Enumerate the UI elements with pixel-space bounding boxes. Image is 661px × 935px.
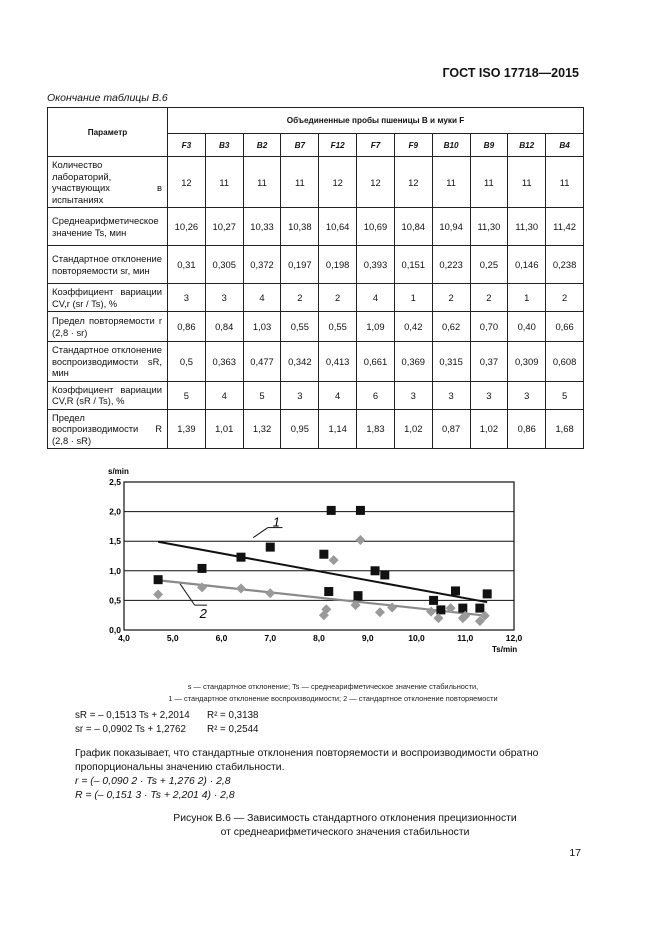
value-cell: 0,151 xyxy=(394,246,432,284)
legend-line-2: 1 — стандартное отклонение воспроизводимости; 2 — стандартное отклонение повторяемости xyxy=(168,694,498,703)
value-cell: 3 xyxy=(432,381,470,409)
data-point-reproducibility xyxy=(237,553,246,562)
value-cell: 0,477 xyxy=(243,342,281,382)
value-cell: 11,42 xyxy=(546,208,584,246)
x-tick-label: 6,0 xyxy=(215,633,228,643)
equation-sr: sr = – 0,0902 Ts + 1,2762 xyxy=(75,724,186,735)
value-cell: 0,95 xyxy=(281,409,319,449)
y-tick-label: 1,0 xyxy=(109,565,121,576)
column-header: B7 xyxy=(281,134,319,157)
value-cell: 0,25 xyxy=(470,246,508,284)
y-tick-label: 0,0 xyxy=(109,625,121,635)
data-point-reproducibility xyxy=(429,596,438,605)
value-cell: 1,39 xyxy=(168,409,206,449)
table-row xyxy=(48,208,584,246)
value-cell: 5 xyxy=(243,381,281,409)
table-row xyxy=(48,284,584,312)
table-body xyxy=(48,157,584,449)
value-cell: 11,30 xyxy=(470,208,508,246)
data-point-reproducibility xyxy=(451,586,460,595)
table-row xyxy=(48,246,584,284)
value-cell: 0,5 xyxy=(168,342,206,382)
value-cell: 11 xyxy=(205,157,243,208)
value-cell: 6 xyxy=(357,381,395,409)
precision-table xyxy=(47,107,584,449)
value-cell: 0,55 xyxy=(281,312,319,342)
data-point-reproducibility xyxy=(436,605,445,614)
value-cell: 0,146 xyxy=(508,246,546,284)
value-cell: 1,03 xyxy=(243,312,281,342)
value-cell: 0,55 xyxy=(319,312,357,342)
value-cell: 0,309 xyxy=(508,342,546,382)
group-header: Объединенные пробы пшеницы B и муки F xyxy=(168,108,584,134)
param-header: Параметр xyxy=(48,108,168,157)
value-cell: 10,33 xyxy=(243,208,281,246)
value-cell: 0,372 xyxy=(243,246,281,284)
data-point-reproducibility xyxy=(266,543,275,552)
value-cell: 0,84 xyxy=(205,312,243,342)
y-tick-label: 1,5 xyxy=(109,536,121,547)
R-formula: R = (– 0,151 3 · Ts + 2,201 4) · 2,8 xyxy=(75,790,235,801)
value-cell: 1,83 xyxy=(357,409,395,449)
equation-sR-r2: R² = 0,3138 xyxy=(207,710,259,721)
data-point-reproducibility xyxy=(371,566,380,575)
value-cell: 11,30 xyxy=(508,208,546,246)
value-cell: 1,32 xyxy=(243,409,281,449)
value-cell: 11 xyxy=(243,157,281,208)
value-cell: 12 xyxy=(319,157,357,208)
value-cell: 0,37 xyxy=(470,342,508,382)
page-number: 17 xyxy=(569,847,581,859)
value-cell: 0,238 xyxy=(546,246,584,284)
table-row xyxy=(48,312,584,342)
value-cell: 2 xyxy=(470,284,508,312)
column-header: F3 xyxy=(168,134,206,157)
equation-sr-r2: R² = 0,2544 xyxy=(207,724,259,735)
value-cell: 4 xyxy=(205,381,243,409)
value-cell: 10,26 xyxy=(168,208,206,246)
data-point-reproducibility xyxy=(380,570,389,579)
table-row xyxy=(48,381,584,409)
value-cell: 2 xyxy=(546,284,584,312)
body-text xyxy=(75,747,585,803)
value-cell: 0,608 xyxy=(546,342,584,382)
value-cell: 0,661 xyxy=(357,342,395,382)
value-cell: 0,66 xyxy=(546,312,584,342)
value-cell: 10,38 xyxy=(281,208,319,246)
column-header: B9 xyxy=(470,134,508,157)
param-cell: Предел воспроизводимости R (2,8 · sR) xyxy=(48,409,168,449)
value-cell: 1,02 xyxy=(470,409,508,449)
value-cell: 1,02 xyxy=(394,409,432,449)
data-point-reproducibility xyxy=(356,506,365,515)
value-cell: 11 xyxy=(470,157,508,208)
value-cell: 1,09 xyxy=(357,312,395,342)
equation-sR: sR = – 0,1513 Ts + 2,2014 xyxy=(75,710,190,721)
callout-label-1: 1 xyxy=(272,514,280,530)
value-cell: 10,84 xyxy=(394,208,432,246)
x-tick-label: 8,0 xyxy=(313,633,325,643)
value-cell: 0,40 xyxy=(508,312,546,342)
value-cell: 2 xyxy=(319,284,357,312)
x-tick-label: 12,0 xyxy=(505,633,523,643)
value-cell: 0,223 xyxy=(432,246,470,284)
x-tick-label: 10,0 xyxy=(408,633,425,643)
data-point-reproducibility xyxy=(458,604,467,613)
value-cell: 10,94 xyxy=(432,208,470,246)
value-cell: 10,27 xyxy=(205,208,243,246)
value-cell: 0,31 xyxy=(168,246,206,284)
param-cell: Стандартное отклонение воспроизводимости sR, мин xyxy=(48,342,168,382)
data-point-reproducibility xyxy=(154,575,163,584)
value-cell: 0,363 xyxy=(205,342,243,382)
value-cell: 2 xyxy=(281,284,319,312)
table-row xyxy=(48,157,584,208)
value-cell: 3 xyxy=(205,284,243,312)
column-header: B12 xyxy=(508,134,546,157)
column-header: B3 xyxy=(205,134,243,157)
value-cell: 0,70 xyxy=(470,312,508,342)
value-cell: 12 xyxy=(394,157,432,208)
r-formula: r = (– 0,090 2 · Ts + 1,276 2) · 2,8 xyxy=(75,776,231,787)
data-point-reproducibility xyxy=(354,591,363,600)
standard-header: ГОСТ ISO 17718—2015 xyxy=(442,66,579,80)
param-cell: Предел повторяемости r (2,8 · sr) xyxy=(48,312,168,342)
column-header: B4 xyxy=(546,134,584,157)
value-cell: 10,69 xyxy=(357,208,395,246)
value-cell: 11 xyxy=(546,157,584,208)
value-cell: 11 xyxy=(508,157,546,208)
column-header: F9 xyxy=(394,134,432,157)
value-cell: 3 xyxy=(281,381,319,409)
value-cell: 12 xyxy=(357,157,395,208)
table-row xyxy=(48,409,584,449)
figure-caption xyxy=(145,812,545,840)
plot-area xyxy=(108,467,523,654)
chart-legend xyxy=(118,681,548,705)
y-tick-label: 0,5 xyxy=(109,595,121,606)
table-row xyxy=(48,342,584,382)
value-cell: 4 xyxy=(319,381,357,409)
x-tick-label: 4,0 xyxy=(118,633,130,643)
x-tick-label: 5,0 xyxy=(166,633,179,643)
data-point-reproducibility xyxy=(483,589,492,598)
value-cell: 11 xyxy=(281,157,319,208)
column-header: F7 xyxy=(357,134,395,157)
param-cell: Коэффициент вариации CV,R (sR / Ts), % xyxy=(48,381,168,409)
data-point-reproducibility xyxy=(198,564,207,573)
value-cell: 1,01 xyxy=(205,409,243,449)
value-cell: 12 xyxy=(168,157,206,208)
legend-line-1: s — стандартное отклонение; Ts — среднеарифметическое значение стабильности, xyxy=(187,682,479,691)
precision-chart xyxy=(96,462,536,677)
value-cell: 0,197 xyxy=(281,246,319,284)
data-point-reproducibility xyxy=(324,587,333,596)
value-cell: 3 xyxy=(394,381,432,409)
value-cell: 0,342 xyxy=(281,342,319,382)
data-point-reproducibility xyxy=(327,506,336,515)
column-header: B10 xyxy=(432,134,470,157)
value-cell: 3 xyxy=(508,381,546,409)
value-cell: 0,413 xyxy=(319,342,357,382)
column-header: B2 xyxy=(243,134,281,157)
y-tick-label: 2,0 xyxy=(109,506,121,517)
value-cell: 1,14 xyxy=(319,409,357,449)
data-point-reproducibility xyxy=(319,550,328,559)
figure-caption-line-2: от среднеарифметического значения стабильности xyxy=(220,827,470,838)
x-axis-label: Ts/min xyxy=(492,645,518,654)
x-tick-label: 11,0 xyxy=(457,633,474,643)
value-cell: 5 xyxy=(168,381,206,409)
value-cell: 0,62 xyxy=(432,312,470,342)
value-cell: 0,42 xyxy=(394,312,432,342)
value-cell: 0,86 xyxy=(508,409,546,449)
callout-label-2: 2 xyxy=(199,606,207,622)
value-cell: 1,68 xyxy=(546,409,584,449)
param-cell: Стандартное отклонение повторяемости sr, мин xyxy=(48,246,168,284)
value-cell: 3 xyxy=(470,381,508,409)
x-tick-label: 9,0 xyxy=(361,633,374,643)
y-axis-label: s/min xyxy=(108,467,129,476)
value-cell: 4 xyxy=(357,284,395,312)
value-cell: 0,87 xyxy=(432,409,470,449)
value-cell: 1 xyxy=(394,284,432,312)
figure-caption-line-1: Рисунок В.6 — Зависимость стандартного отклонения прецизионности xyxy=(173,813,517,824)
column-header: F12 xyxy=(319,134,357,157)
param-cell: Коэффициент вариации CV,r (sr / Ts), % xyxy=(48,284,168,312)
param-cell: Среднеарифметическое значение Ts, мин xyxy=(48,208,168,246)
value-cell: 0,393 xyxy=(357,246,395,284)
value-cell: 4 xyxy=(243,284,281,312)
param-cell: Количество лабораторий, участвующих в испытаниях xyxy=(48,157,168,208)
paragraph: График показывает, что стандартные отклонения повторяемости и воспроизводимости обратно пропорциональны значению стабильности. xyxy=(75,748,539,773)
value-cell: 11 xyxy=(432,157,470,208)
data-point-reproducibility xyxy=(475,604,484,613)
value-cell: 0,198 xyxy=(319,246,357,284)
value-cell: 0,305 xyxy=(205,246,243,284)
table-caption: Окончание таблицы В.6 xyxy=(47,92,168,104)
value-cell: 2 xyxy=(432,284,470,312)
y-tick-label: 2,5 xyxy=(109,477,121,487)
value-cell: 0,369 xyxy=(394,342,432,382)
plot-frame xyxy=(124,482,514,630)
value-cell: 10,64 xyxy=(319,208,357,246)
value-cell: 1 xyxy=(508,284,546,312)
value-cell: 0,315 xyxy=(432,342,470,382)
value-cell: 5 xyxy=(546,381,584,409)
value-cell: 3 xyxy=(168,284,206,312)
value-cell: 0,86 xyxy=(168,312,206,342)
x-tick-label: 7,0 xyxy=(264,633,277,643)
